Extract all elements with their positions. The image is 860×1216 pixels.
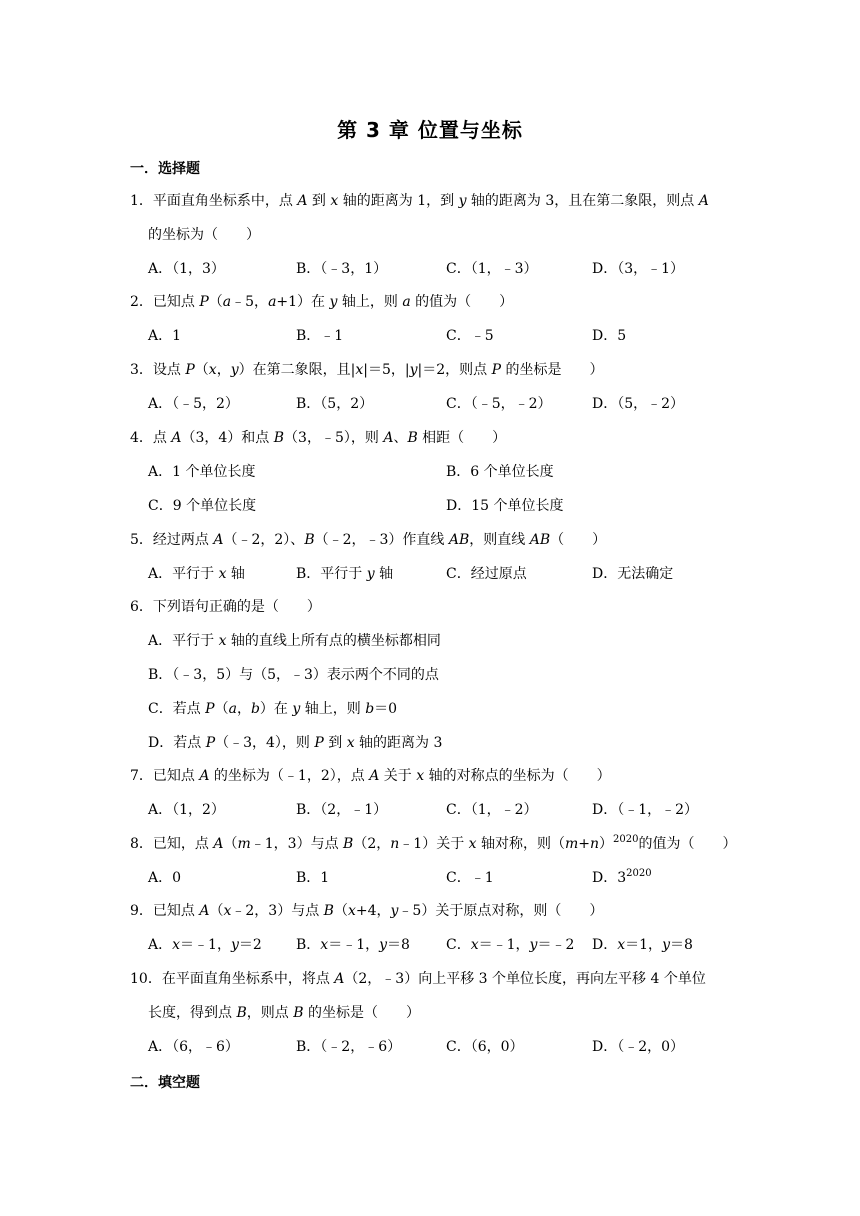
question-2-option-d: D．5 bbox=[592, 328, 627, 344]
question-9-option-a: A．x＝﹣1，y＝2 bbox=[148, 937, 262, 953]
section-heading-choice: 一．选择题 bbox=[130, 161, 200, 177]
question-7-stem: 7．已知点 A 的坐标为（﹣1，2），点 A 关于 x 轴的对称点的坐标为（ ） bbox=[130, 768, 611, 784]
question-7-option-d: D．（﹣1，﹣2） bbox=[592, 802, 699, 818]
question-2-stem: 2．已知点 P（a﹣5，a+1）在 y 轴上，则 a 的值为（ ） bbox=[130, 294, 514, 310]
question-6-stem: 6．下列语句正确的是（ ） bbox=[130, 599, 321, 615]
question-4-option-c: C．9 个单位长度 bbox=[148, 498, 257, 514]
question-1-option-d: D．（3，﹣1） bbox=[592, 261, 685, 277]
question-3-option-c: C．（﹣5，﹣2） bbox=[446, 396, 552, 412]
question-9-option-b: B．x＝﹣1，y＝8 bbox=[296, 937, 410, 953]
question-5-option-d: D．无法确定 bbox=[592, 566, 674, 582]
question-4-option-a: A．1 个单位长度 bbox=[148, 464, 256, 480]
question-4-option-d: D．15 个单位长度 bbox=[446, 498, 564, 514]
question-3-option-d: D．（5，﹣2） bbox=[592, 396, 685, 412]
question-8-option-c: C．﹣1 bbox=[446, 870, 494, 886]
question-1-stem-cont: 的坐标为（ ） bbox=[148, 227, 260, 243]
question-9-stem: 9．已知点 A（x﹣2，3）与点 B（x+4，y﹣5）关于原点对称，则（ ） bbox=[130, 903, 604, 919]
question-2-option-b: B．﹣1 bbox=[296, 328, 344, 344]
question-5-option-a: A．平行于 x 轴 bbox=[148, 566, 245, 582]
question-6-option-c: C．若点 P（a，b）在 y 轴上，则 b＝0 bbox=[148, 701, 398, 717]
chapter-title: 第 3 章 位置与坐标 bbox=[337, 118, 523, 142]
question-8-stem: 8．已知，点 A（m﹣1，3）与点 B（2，n﹣1）关于 x 轴对称，则$(m+n)^{2020}$的值为（ ） bbox=[130, 834, 737, 852]
question-4-option-b: B．6 个单位长度 bbox=[446, 464, 554, 480]
question-10-stem-cont: 长度，得到点 B，则点 B 的坐标是（ ） bbox=[148, 1005, 420, 1021]
question-3-option-b: B．（5，2） bbox=[296, 396, 374, 412]
question-5-option-c: C．经过原点 bbox=[446, 566, 527, 582]
question-3-stem: 3．设点 P（x，y）在第二象限，且|x|＝5，|y|＝2，则点 P 的坐标是 ） bbox=[130, 362, 604, 378]
question-10-option-c: C．（6，0） bbox=[446, 1039, 524, 1055]
question-6-option-a: A．平行于 x 轴的直线上所有点的横坐标都相同 bbox=[148, 633, 441, 649]
question-9-option-c: C．x＝﹣1，y＝﹣2 bbox=[446, 937, 575, 953]
question-5-option-b: B．平行于 y 轴 bbox=[296, 566, 394, 582]
question-8-option-d: D．$3^{2020}$ bbox=[592, 868, 652, 886]
question-6-option-d: D．若点 P（﹣3，4），则 P 到 x 轴的距离为 3 bbox=[148, 735, 443, 751]
question-1-option-a: A．（1，3） bbox=[148, 261, 225, 277]
question-2-option-c: C．﹣5 bbox=[446, 328, 494, 344]
question-10-stem: 10．在平面直角坐标系中，将点 A（2，﹣3）向上平移 3 个单位长度，再向左平移 4 个单位 bbox=[130, 971, 706, 987]
question-5-stem: 5．经过两点 A（﹣2，2）、B（﹣2，﹣3）作直线 AB，则直线 AB（ ） bbox=[130, 532, 607, 548]
question-8-option-a: A．0 bbox=[148, 870, 182, 886]
question-1-option-c: C．（1，﹣3） bbox=[446, 261, 538, 277]
question-2-option-a: A．1 bbox=[148, 328, 182, 344]
question-3-option-a: A．（﹣5，2） bbox=[148, 396, 239, 412]
section-heading-fill: 二．填空题 bbox=[130, 1075, 200, 1091]
question-10-option-a: A．（6，﹣6） bbox=[148, 1039, 239, 1055]
question-4-stem: 4．点 A（3，4）和点 B（3，﹣5），则 A、B 相距（ ） bbox=[130, 430, 507, 446]
question-1-option-b: B．（﹣3，1） bbox=[296, 261, 388, 277]
question-8-option-b: B．1 bbox=[296, 870, 330, 886]
question-7-option-b: B．（2，﹣1） bbox=[296, 802, 388, 818]
question-10-option-b: B．（﹣2，﹣6） bbox=[296, 1039, 402, 1055]
question-10-option-d: D．（﹣2，0） bbox=[592, 1039, 685, 1055]
question-6-option-b: B．（﹣3，5）与（5，﹣3）表示两个不同的点 bbox=[148, 667, 439, 683]
question-7-option-c: C．（1，﹣2） bbox=[446, 802, 538, 818]
question-1-stem: 1．平面直角坐标系中，点 A 到 x 轴的距离为 1，到 y 轴的距离为 3，且在第二象限，则点 A bbox=[130, 193, 709, 209]
question-7-option-a: A．（1，2） bbox=[148, 802, 225, 818]
question-9-option-d: D．x＝1，y＝8 bbox=[592, 937, 693, 953]
